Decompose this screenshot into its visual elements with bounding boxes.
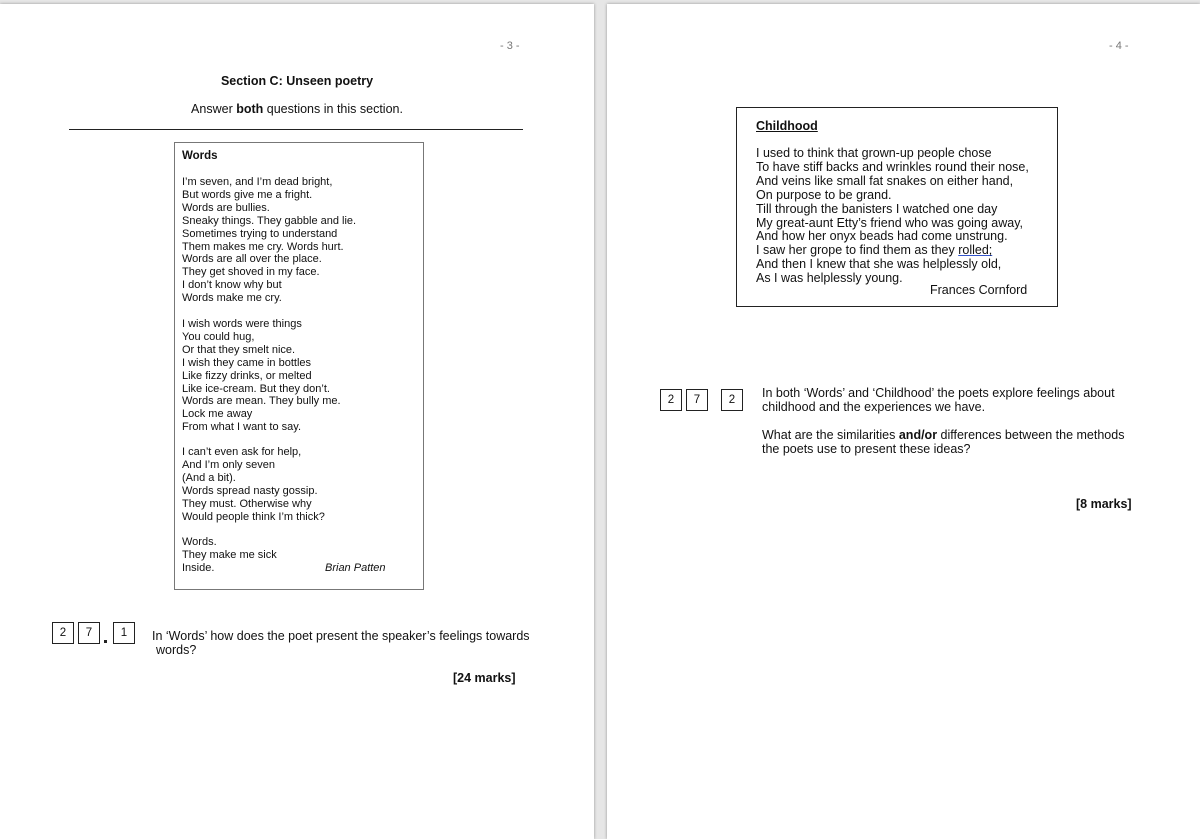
question-text-part: What are the similarities bbox=[762, 428, 899, 442]
question-number-digit: 7 bbox=[78, 622, 100, 644]
spellcheck-underlined-word: rolled; bbox=[958, 243, 993, 258]
instruction-suffix: questions in this section. bbox=[263, 102, 403, 116]
question-number-digit: 2 bbox=[660, 389, 682, 411]
poem-line: I can’t even ask for help, bbox=[182, 446, 302, 458]
question-text-line4: the poets use to present these ideas? bbox=[762, 442, 971, 456]
instruction-bold: both bbox=[236, 102, 264, 116]
poem-title: Childhood bbox=[756, 119, 818, 133]
section-instruction bbox=[0, 102, 594, 116]
poem-line: Words make me cry. bbox=[182, 292, 282, 305]
question-number-digit: 2 bbox=[721, 389, 743, 411]
poem-stanza bbox=[756, 147, 1029, 286]
poem-stanza-1 bbox=[182, 176, 356, 305]
question-marks: [24 marks] bbox=[453, 671, 516, 685]
page-number: - 3 - bbox=[500, 40, 520, 52]
poem-line: Them makes me cry. Words hurt. bbox=[182, 240, 344, 253]
poem-line: I wish words were things bbox=[182, 318, 302, 330]
poem-line: To have stiff backs and wrinkles round their nose, bbox=[756, 159, 1029, 174]
poem-line: I wish they came in bottles bbox=[182, 356, 312, 369]
page-4 bbox=[607, 4, 1200, 839]
poem-line: I don’t know why but bbox=[182, 279, 282, 292]
question-text-line1: In ‘Words’ how does the poet present the speaker’s feelings towards bbox=[152, 629, 530, 643]
question-number-digit: 2 bbox=[52, 622, 74, 644]
poem-line: Like ice-cream. But they don’t. bbox=[182, 382, 330, 395]
poem-line: Sometimes trying to understand bbox=[182, 227, 338, 240]
question-number-digit: 1 bbox=[113, 622, 135, 644]
poem-line: And then I knew that she was helplessly old, bbox=[756, 257, 1002, 272]
poem-line: But words give me a fright. bbox=[182, 188, 313, 201]
poem-stanza-3 bbox=[182, 446, 325, 523]
poem-line-text: I saw her grope to find them as they bbox=[756, 243, 959, 258]
poem-line: Words spread nasty gossip. bbox=[182, 484, 318, 497]
poem-line: Till through the banisters I watched one day bbox=[756, 201, 998, 216]
question-text-line3 bbox=[762, 428, 1124, 442]
poem-line: Words. bbox=[182, 536, 217, 548]
poem-line: From what I want to say. bbox=[182, 421, 302, 434]
poem-author: Frances Cornford bbox=[930, 283, 1028, 297]
poem-line: Words are mean. They bully me. bbox=[182, 395, 341, 408]
section-divider bbox=[69, 129, 523, 130]
poem-line: I’m seven, and I’m dead bright, bbox=[182, 176, 333, 188]
poem-line: Sneaky things. They gabble and lie. bbox=[182, 214, 357, 227]
poem-box-childhood bbox=[736, 107, 1058, 307]
poem-box-words bbox=[174, 142, 424, 590]
poem-line: They must. Otherwise why bbox=[182, 497, 312, 510]
poem-title: Words bbox=[182, 150, 218, 162]
poem-line: And I’m only seven bbox=[182, 458, 275, 471]
poem-line: My great-aunt Etty’s friend who was going away, bbox=[756, 215, 1024, 230]
question-number-dot bbox=[104, 640, 107, 643]
poem-line: Words are bullies. bbox=[182, 201, 270, 214]
page-3 bbox=[0, 4, 594, 839]
question-marks: [8 marks] bbox=[1076, 497, 1132, 511]
poem-author: Brian Patten bbox=[325, 562, 386, 574]
poem-line: They get shoved in my face. bbox=[182, 266, 320, 279]
poem-line: They make me sick bbox=[182, 548, 277, 561]
poem-stanza-2 bbox=[182, 318, 341, 434]
question-number-digit: 7 bbox=[686, 389, 708, 411]
poem-line: (And a bit). bbox=[182, 471, 236, 484]
poem-stanza-4 bbox=[182, 536, 277, 575]
poem-line: You could hug, bbox=[182, 330, 255, 343]
poem-line: Words are all over the place. bbox=[182, 253, 322, 266]
page-number: - 4 - bbox=[1109, 40, 1129, 52]
poem-line bbox=[756, 244, 1029, 258]
poem-line: Would people think I’m thick? bbox=[182, 510, 325, 523]
question-text-bold: and/or bbox=[898, 428, 938, 442]
poem-line: I used to think that grown-up people chose bbox=[756, 146, 992, 160]
poem-line: On purpose to be grand. bbox=[756, 187, 892, 202]
poem-line: And how her onyx beads had come unstrung. bbox=[756, 229, 1008, 244]
question-text-line2: childhood and the experiences we have. bbox=[762, 400, 986, 414]
instruction-prefix: Answer bbox=[191, 102, 237, 116]
question-text-part: differences between the methods bbox=[937, 428, 1125, 442]
poem-line: As I was helplessly young. bbox=[756, 271, 903, 286]
poem-line: Or that they smelt nice. bbox=[182, 343, 296, 356]
poem-line: Like fizzy drinks, or melted bbox=[182, 369, 312, 382]
poem-line: Inside. bbox=[182, 561, 215, 574]
poem-line: And veins like small fat snakes on either hand, bbox=[756, 173, 1014, 188]
poem-line: Lock me away bbox=[182, 408, 253, 421]
question-text-line1: In both ‘Words’ and ‘Childhood’ the poets explore feelings about bbox=[762, 386, 1115, 400]
question-text-line2: words? bbox=[156, 643, 197, 657]
section-title: Section C: Unseen poetry bbox=[220, 74, 374, 88]
